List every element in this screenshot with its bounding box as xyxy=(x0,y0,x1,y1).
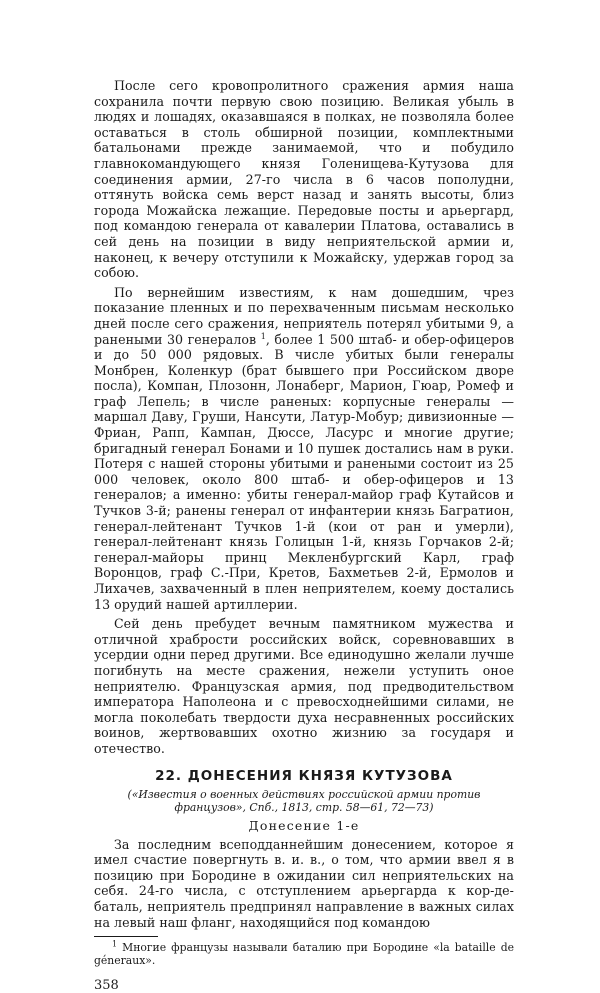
page-number: 358 xyxy=(94,978,119,993)
paragraph-memorial: Сей день пребудет вечным памятником мужества и отличной храбрости российских войск, соревновавших в усердии одни перед другими. Все единодушно желали лучше погибнуть на месте сражения, нежели уступить оное неприятелю. Французская армия, под предводительством императора Наполеона и с превосходнейшими силами, не могла поколебать твердости духа несравненных российских воинов, жертвовавших охотно жизнию за государя и отечество. xyxy=(94,616,514,756)
footnote-text: Многие французы называли баталию при Бородине «la bataille de géneraux». xyxy=(94,941,514,968)
paragraph-report: За последним всеподданнейшим донесением, которое я имел счастие повергнуть в. и. в., о том, что армии ввел я в позицию при Бородине в ожидании сил неприятельских на себя. 24-го числа, с отступлением арьергарда к кор-де-баталь, неприятель предпринял направление в важных силах на левый наш фланг, находящийся под командою xyxy=(94,836,514,930)
footnote-reference: 1 xyxy=(260,331,266,341)
footnote-mark: 1 xyxy=(112,939,118,949)
source-citation: («Известия о военных действиях российской армии против французов», Спб., 1813, стр. 58—61, 72—73) xyxy=(127,787,481,814)
section-title: 22. ДОНЕСЕНИЯ КНЯЗЯ КУТУЗОВА xyxy=(155,767,453,784)
paragraph-losses-rest: , более 1 500 штаб- и обер-офицеров и до 50 000 рядовых. В числе убитых были генералы Монбрен, Коленкур (брат бывшего при Российском дворе посла), Компан, Плозонн, Лонаберг, Марион, Гюар, Ромеф и граф Лепель; в числе раненых: корпусные генералы — маршал Даву, Груши, Нансути, Латур-Мобур; дивизионные — Фриан, Рапп, Кампан, Дюссе, Ласурс и многие другие; бригадный генерал Бонами и 10 пушек достались нам в руки. Потеря с нашей стороны убитыми и ранеными состоит из 25 000 человек, около 800 штаб- и обер-офицеров и 13 генералов; а именно: убиты генерал-майор граф Кутайсов и Тучков 3-й; ранены генерал от инфантерии князь Багратион, генерал-лейтенант Тучков 1-й (кои от ран и умерли), генерал-лейтенант князь Голицын 1-й, князь Горчаков 2-й; генерал-майоры принц Мекленбургский Карл, граф Воронцов, граф С.-При, Кретов, Бахметьев 2-й, Ермолов и Лихачев, захваченный в плен неприятелем, коему достались 13 орудий нашей артиллерии. xyxy=(94,331,515,612)
footnote xyxy=(94,941,514,967)
paragraph-aftermath: После сего кровопролитного сражения армия наша сохранила почти первую свою позицию. Великая убыль в людях и лошадях, оказавшаяся в полках, не позволяла более оставаться в столь обширной позиции, комплектными батальонами прежде занимаемой, что и побудило главнокомандующего князя Голенищева-Кутузова для соединения армии, 27-го числа в 6 часов пополудни, оттянуть войска семь верст назад и занять высоты, близ города Можайска лежащие. Передовые посты и арьергард, под командою генерала от кавалерии Платова, оставались в сей день на позиции в виду неприятельской армии и, наконец, к вечеру отступили к Можайску, удержав город за собою. xyxy=(94,78,514,281)
footnote-divider xyxy=(94,936,158,937)
document-page xyxy=(94,78,514,993)
paragraph-losses xyxy=(94,285,514,612)
paragraph-losses-start: По вернейшим известиям, к нам дошедшим, чрез показание пленных и по перехваченным письмам несколько дней после сего сражения, неприятель потерял убитыми 9, а ранеными 30 генералов xyxy=(94,284,514,347)
report-subheading: Донесение 1-е xyxy=(248,817,360,833)
